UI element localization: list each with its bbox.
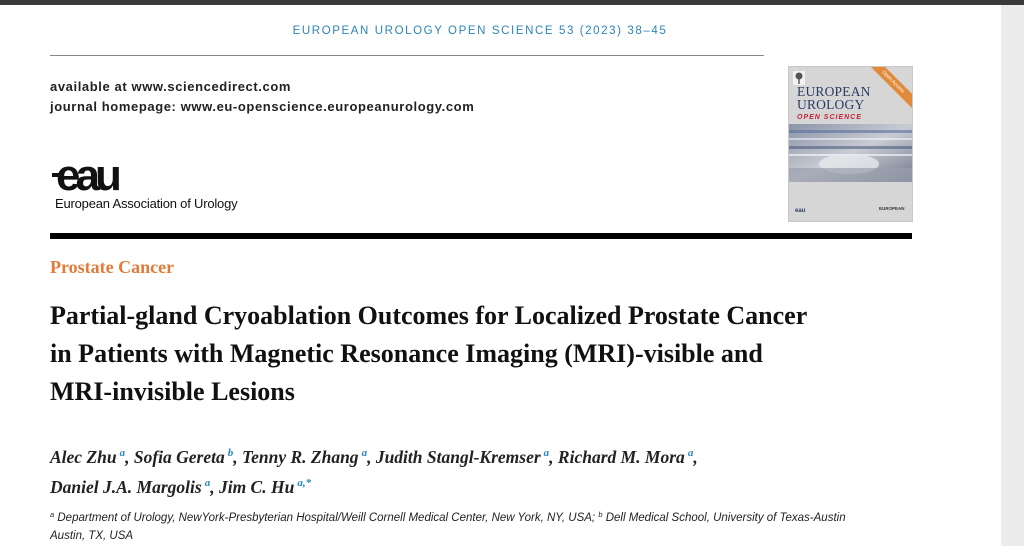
article-section: Prostate Cancer [50, 257, 175, 277]
author-list [50, 440, 950, 500]
journal-cover-thumbnail[interactable] [788, 66, 913, 222]
author-affiliation-marker[interactable]: b [227, 447, 234, 459]
author-affiliation-marker[interactable]: a [687, 447, 694, 459]
author-affiliation-marker[interactable]: a [543, 447, 550, 459]
logo-mark-text: eau [56, 154, 117, 196]
title-line: MRI-invisible Lesions [50, 377, 295, 406]
author-name[interactable]: Alec Zhu [50, 447, 117, 467]
affiliation-line-2: Austin, TX, USA [50, 530, 134, 542]
author-line-2: Daniel J.A. Margolis $^a$, Jim C. Hu $^{a,*}$ [50, 477, 312, 497]
affiliation-line-1: $^a$ Department of Urology, NewYork-Presbyterian Hospital/Weill Cornell Medical Center, New York, NY, USA; $^b$ Dell Medical School, University of Texas-Austin [50, 510, 846, 524]
author-affiliation-marker[interactable]: a,* [297, 477, 312, 489]
elsevier-tree-icon [793, 71, 805, 85]
window-top-bar [0, 0, 1024, 5]
journal-citation: EUROPEAN UROLOGY OPEN SCIENCE 53 (2023) 38–45 [292, 25, 668, 37]
cover-footer-publisher: EUROPEAN [879, 206, 905, 211]
article-title [50, 297, 950, 411]
cover-footer-logo: eau [795, 208, 806, 214]
author-affiliation-marker[interactable]: a [204, 477, 211, 489]
title-line: Partial-gland Cryoablation Outcomes for Localized Prostate Cancer [50, 301, 808, 330]
header-divider [50, 55, 764, 56]
cover-subtitle: OPEN SCIENCE [797, 114, 862, 121]
journal-homepage-link[interactable]: journal homepage: www.eu-openscience.europeanurology.com [50, 99, 475, 114]
author-name[interactable]: Daniel J.A. Margolis [50, 477, 202, 497]
author-name[interactable]: Sofia Gereta [133, 447, 225, 467]
author-name[interactable]: Tenny R. Zhang [242, 447, 359, 467]
scrollbar-gutter[interactable] [1001, 5, 1024, 546]
title-line: in Patients with Magnetic Resonance Imaging (MRI)-visible and [50, 339, 763, 368]
author-name[interactable]: Jim C. Hu [218, 477, 295, 497]
author-affiliation-marker[interactable]: a [119, 447, 126, 459]
cover-artwork [789, 124, 913, 182]
section-divider [50, 233, 912, 239]
eau-logo-icon [52, 154, 162, 196]
open-access-ribbon: Open Access [858, 66, 913, 117]
author-line-1: Alec Zhu $^a$, Sofia Gereta $^b$, Tenny R. Zhang $^a$, Judith Stangl-Kremser $^a$, Richard M. Mora $^a$, [50, 447, 698, 467]
author-name[interactable]: Richard M. Mora [557, 447, 685, 467]
affiliations [50, 506, 930, 545]
cover-title: EUROPEAN UROLOGY [797, 84, 871, 112]
organization-name: European Association of Urology [55, 196, 238, 211]
sciencedirect-link[interactable]: available at www.sciencedirect.com [50, 79, 292, 94]
author-affiliation-marker[interactable]: a [361, 447, 368, 459]
author-name[interactable]: Judith Stangl-Kremser [375, 447, 541, 467]
